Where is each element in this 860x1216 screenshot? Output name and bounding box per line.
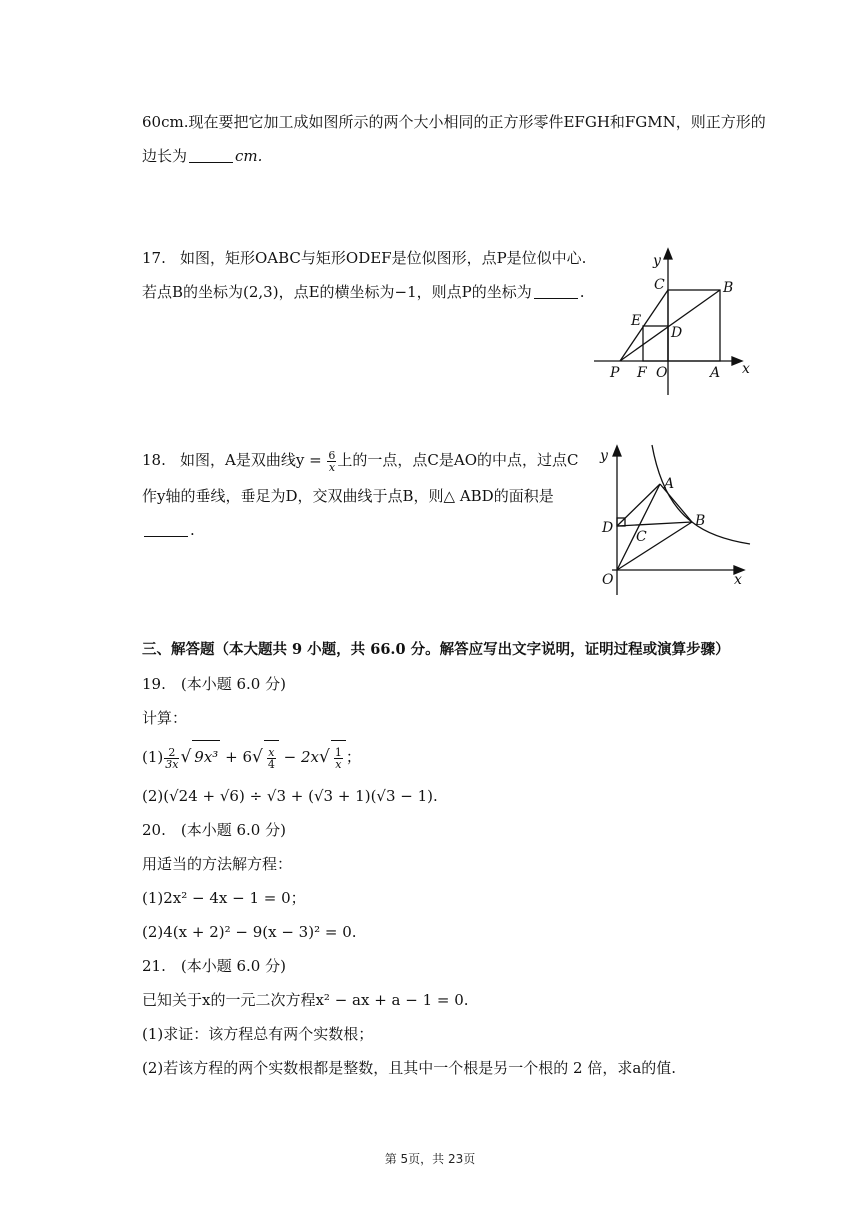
problem17-line1 [142, 248, 586, 268]
problem18-line3 [142, 520, 195, 540]
radicand-1-over-x [331, 740, 346, 773]
problem20-intro: 用适当的方法解方程： [142, 855, 293, 873]
label-x: x [734, 572, 742, 588]
problem21-intro: 已知关于x的一元二次方程x² − ax + a − 1 = 0. [142, 991, 469, 1009]
problem18-line2: 作y轴的垂线，垂足为D，交双曲线于点B，则△ ABD的面积是 [142, 487, 554, 505]
label-p: P [610, 365, 620, 381]
segment-oa [617, 484, 660, 570]
frac-numerator: 1 [334, 745, 342, 759]
radical-sign: √ [180, 747, 192, 767]
problem18-figure [592, 440, 762, 600]
problem19-intro: 计算： [142, 709, 188, 727]
frac-denominator: x [328, 460, 336, 474]
part1-minus: − 2x [283, 748, 319, 766]
problem17-suffix: . [579, 283, 585, 301]
x-axis-arrow [732, 357, 742, 365]
problem17-number: 17. [142, 249, 166, 267]
answer-blank [144, 522, 188, 537]
label-d: D [671, 325, 683, 341]
problem16-unit: cm. [235, 147, 263, 165]
rectangle-odef [643, 326, 668, 361]
problem19-part1 [142, 740, 361, 773]
label-b: B [723, 280, 734, 296]
problem19-part2: (2)(√24 + √6) ÷ √3 + (√3 + 1)(√3 − 1). [142, 787, 438, 805]
problem18-text1b: 上的一点，点C是AO的中点，过点C [337, 451, 579, 469]
problem16-prefix: 边长为 [142, 147, 188, 165]
problem17-text1: 如图，矩形OABC与矩形ODEF是位似图形，点P是位似中心. [180, 249, 587, 267]
label-d: D [602, 520, 614, 536]
label-e: E [631, 313, 642, 329]
problem18-number: 18. [142, 451, 166, 469]
problem21-header: 21. (本小题 6.0 分) [142, 957, 286, 975]
fraction-2-over-3x [164, 747, 179, 770]
problem18-line1 [142, 448, 579, 473]
problem17-line2 [142, 282, 585, 302]
part1-label: (1) [142, 748, 164, 766]
fraction-6-over-x [327, 450, 336, 473]
problem20-header: 20. (本小题 6.0 分) [142, 821, 286, 839]
label-x: x [742, 361, 750, 377]
hyperbola-curve [652, 445, 750, 544]
y-axis-arrow [664, 249, 672, 259]
problem18-text1a: 如图，A是双曲线y = [180, 451, 327, 469]
frac-numerator: 2 [164, 747, 179, 759]
label-f: F [637, 365, 647, 381]
label-a: A [710, 365, 721, 381]
label-y: y [600, 448, 608, 464]
segment-db [617, 522, 692, 526]
label-y: y [653, 253, 661, 269]
radicand-x-over-4 [264, 740, 279, 773]
problem17-figure [592, 245, 762, 400]
answer-blank [534, 284, 578, 299]
problem16-line1: 60cm.现在要把它加工成如图所示的两个大小相同的正方形零件EFGH和FGMN，则正方形的 [142, 113, 766, 131]
frac-numerator: 6 [328, 448, 336, 462]
radical-sign: √ [252, 747, 263, 767]
part1-mid: + 6 [225, 748, 252, 766]
radicand-9x3: 9x³ [192, 740, 220, 773]
label-c: C [654, 277, 665, 293]
problem20-part2: (2)4(x + 2)² − 9(x − 3)² = 0. [142, 923, 357, 941]
label-o: O [656, 365, 668, 381]
frac-numerator: x [268, 745, 275, 759]
problem17-text2: 若点B的坐标为(2,3)，点E的横坐标为−1，则点P的坐标为 [142, 283, 532, 301]
label-b: B [695, 513, 706, 529]
segment-da [617, 484, 660, 526]
problem16-line2 [142, 146, 262, 166]
problem20-part1: (1)2x² − 4x − 1 = 0； [142, 889, 306, 907]
frac-denominator: 4 [267, 757, 275, 771]
segment-ob [617, 522, 692, 570]
problem19-header: 19. (本小题 6.0 分) [142, 675, 286, 693]
part1-end: ； [345, 748, 361, 766]
problem21-part1: (1)求证：该方程总有两个实数根； [142, 1025, 374, 1043]
radical-sign: √ [318, 747, 330, 767]
label-c: C [636, 529, 647, 545]
section3-heading: 三、解答题（本大题共 9 小题，共 66.0 分。解答应写出文字说明，证明过程或演算步骤） [142, 641, 730, 658]
page-footer: 第 5页，共 23页 [384, 1152, 476, 1166]
answer-blank [189, 148, 233, 163]
frac-denominator: 3x [165, 757, 179, 771]
problem21-part2: (2)若该方程的两个实数根都是整数，且其中一个根是另一个根的 2 倍，求a的值. [142, 1059, 677, 1077]
label-o: O [602, 572, 614, 588]
frac-denominator: x [335, 757, 342, 771]
y-axis-arrow [613, 446, 621, 456]
problem18-suffix: . [190, 521, 195, 539]
label-a: A [664, 476, 675, 492]
